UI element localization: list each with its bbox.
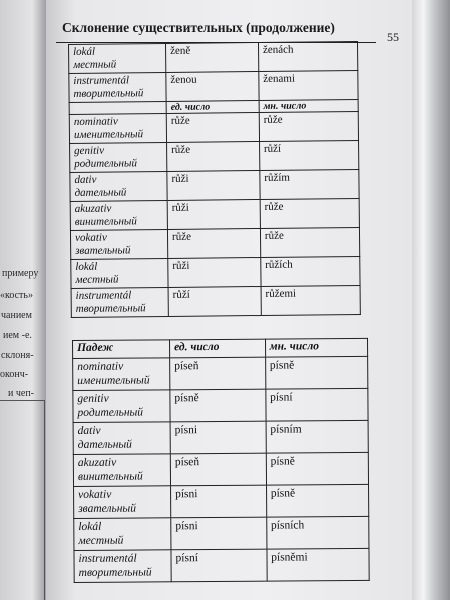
plural-cell: růžemi [261,285,360,315]
case-name-russian: творительный [78,566,152,579]
case-name-russian: родительный [77,406,144,419]
plural-cell: písně [266,484,369,517]
table-header-row [73,338,368,358]
case-name-russian: винительный [74,215,137,228]
page-number: 55 [387,30,399,44]
case-name-czech: nominativ [73,115,118,128]
case-name-czech: dativ [77,424,101,437]
plural-cell: písním [266,420,369,453]
singular-cell: růží [168,286,261,316]
singular-cell: písně [170,389,266,422]
case-cell [69,72,166,102]
singular-cell: píseň [170,453,266,486]
table-row [70,198,359,230]
case-name-czech: akuzativ [74,202,112,215]
table-row [73,388,368,422]
table-row [74,548,369,582]
case-cell [74,550,171,583]
header-cell-plural: мн. число [265,338,367,357]
table-row [71,285,360,317]
left-page-text: и чеп- [8,388,35,399]
plural-cell: písní [266,388,369,421]
plural-cell: růžích [261,256,360,286]
table-row [70,169,359,201]
header-cell-case [69,101,166,114]
left-page-text: оконч- [0,369,29,380]
header-cell-singular: ед. число [166,101,259,114]
case-name-czech: vokativ [74,231,107,244]
case-cell [71,258,168,288]
table-row [73,452,368,486]
case-name-russian: дательный [74,186,127,199]
table-row [74,484,369,518]
singular-cell: ženě [165,43,258,73]
case-cell [74,486,171,519]
plural-cell: písně [266,452,369,485]
plural-cell: růží [259,140,358,170]
case-name-czech: genitiv [74,144,105,157]
case-name-russian: именительный [77,374,150,387]
table-row [73,420,368,454]
case-name-russian: местный [73,58,117,71]
case-cell [69,113,166,143]
table-row [70,227,359,259]
case-cell [69,43,166,73]
case-name-russian: именительный [73,128,144,141]
header-cell-case: Падеж [73,340,170,359]
case-name-russian: дательный [77,438,132,451]
case-name-russian: родительный [74,157,138,170]
case-name-russian: звательный [78,502,136,515]
header-cell-singular: ед. число [170,339,266,358]
table-row [73,356,368,390]
plural-cell: písních [266,516,369,549]
plural-cell: ženami [259,70,358,100]
case-name-czech: lokál [73,45,96,58]
singular-cell: písni [171,517,267,550]
declension-table-pisen [72,338,370,583]
case-cell [73,358,170,391]
case-name-czech: instrumentál [78,552,137,565]
case-name-czech: lokál [75,260,98,273]
left-page-text: склоня- [1,350,34,361]
plural-cell: růže [259,111,358,141]
case-cell [71,287,168,317]
left-page-box [0,400,45,600]
left-page-text: примеру [2,268,39,279]
left-page [0,0,46,600]
singular-cell: ženou [166,72,259,102]
left-page-text: ием -е. [3,330,32,341]
case-name-czech: vokativ [78,488,112,501]
singular-cell: růže [167,142,260,172]
singular-cell: písni [170,421,266,454]
plural-cell: růže [260,198,359,228]
case-name-russian: винительный [77,470,143,483]
left-page-text: чанием [1,310,32,321]
table-row [70,140,359,172]
case-name-russian: творительный [75,302,146,315]
case-name-czech: genitiv [77,392,109,405]
singular-cell: růže [167,228,260,258]
case-cell [73,454,170,487]
left-page-text: «кость» [0,290,33,301]
singular-cell: růži [168,257,261,287]
table-row [74,516,369,550]
singular-cell: růži [167,170,260,200]
case-cell [73,390,170,423]
singular-cell: písni [171,485,267,518]
singular-cell: píseň [170,357,266,390]
case-name-russian: творительный [73,87,144,100]
case-cell [74,518,171,551]
page-header [54,20,399,42]
plural-cell: ženách [258,41,357,71]
case-cell [70,171,167,201]
book-page [46,0,412,600]
table-row [69,111,358,143]
case-name-czech: akuzativ [77,456,117,469]
page-title: Склонение существительных (продолжение) [62,20,335,35]
case-name-russian: местный [75,273,119,286]
case-name-czech: lokál [78,520,102,533]
case-cell [70,229,167,259]
table-row [69,70,358,102]
table-row [69,41,358,73]
case-name-czech: instrumentál [75,289,132,302]
case-name-czech: instrumentál [73,74,130,87]
declension-table-ruze [68,41,361,318]
case-name-czech: nominativ [77,360,124,373]
header-cell-plural: мн. число [259,99,358,112]
case-name-russian: местный [78,534,124,547]
table-row [71,256,360,288]
singular-cell: písní [171,549,267,582]
case-cell [70,142,167,172]
page-edge [412,0,450,600]
case-cell [73,422,170,455]
singular-cell: růže [166,113,259,143]
case-name-russian: звательный [75,244,131,257]
singular-cell: růži [167,199,260,229]
plural-cell: písně [265,356,368,389]
plural-cell: písněmi [267,548,370,581]
plural-cell: růže [260,227,359,257]
case-name-czech: dativ [74,173,97,186]
case-cell [70,200,167,230]
plural-cell: růžím [260,169,359,199]
